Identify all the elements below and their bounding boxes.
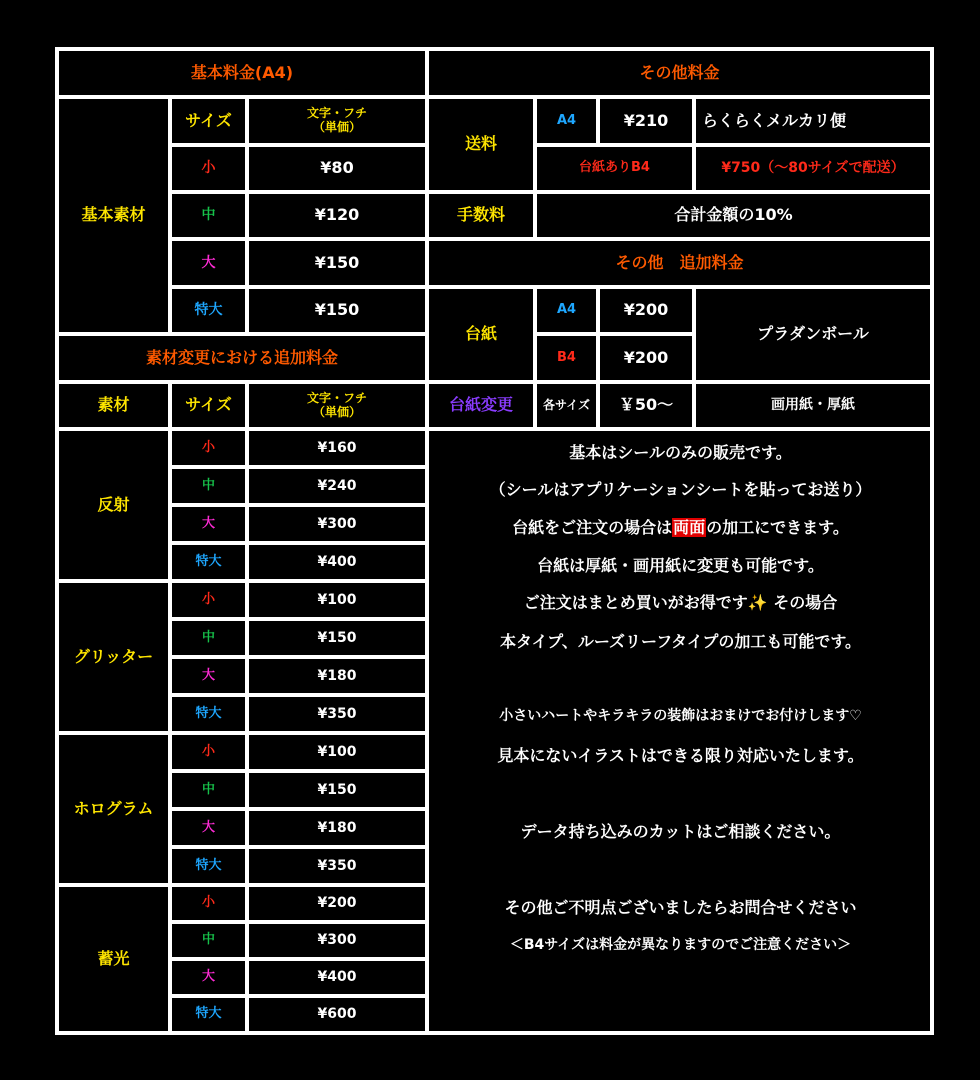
size-cell: 特大	[170, 695, 247, 733]
price-cell: ¥100	[247, 581, 427, 619]
price-cell: ¥400	[247, 959, 427, 996]
note-line: 小さいハートやキラキラの装飾はおまけでお付けします♡	[499, 708, 862, 724]
price-cell: ¥100	[247, 733, 427, 771]
material-hologram: ホログラム	[57, 733, 170, 885]
shipping-a4-method: らくらくメルカリ便	[694, 97, 932, 145]
note-highlight: 両面	[673, 518, 706, 537]
mount-a4-size: A4	[535, 287, 598, 334]
size-cell: 小	[170, 733, 247, 771]
mount-b4-size: B4	[535, 334, 598, 382]
other-fees-header: その他料金	[427, 49, 932, 97]
note-line: 見本にないイラストはできる限り対応いたします。	[497, 746, 864, 765]
size-cell: 中	[170, 192, 247, 239]
price-cell: ¥400	[247, 543, 427, 581]
size-cell: 特大	[170, 996, 247, 1033]
price-cell: ¥600	[247, 996, 427, 1033]
mount-material: プラダンボール	[694, 287, 932, 382]
mount-change-sizes: 各サイズ	[535, 382, 598, 429]
size-cell: 小	[170, 885, 247, 922]
size-cell: 小	[170, 581, 247, 619]
price-cell: ¥350	[247, 847, 427, 885]
handling-fee-label: 手数料	[427, 192, 535, 239]
col-material-header: 素材	[57, 382, 170, 429]
price-cell: ¥80	[247, 145, 427, 192]
price-cell: ¥200	[247, 885, 427, 922]
size-cell: 小	[170, 429, 247, 467]
price-cell: ¥300	[247, 922, 427, 959]
note-line	[428, 590, 933, 613]
note-text: 台紙をご注文の場合は	[512, 518, 673, 537]
size-cell: 大	[170, 505, 247, 543]
mount-a4-price: ¥200	[598, 287, 694, 334]
col-price-header: 文字・フチ （単価）	[247, 97, 427, 145]
price-cell: ¥150	[247, 239, 427, 287]
extra-fees-header: その他 追加料金	[427, 239, 932, 287]
size-cell: 小	[170, 145, 247, 192]
shipping-a4-price: ¥210	[598, 97, 694, 145]
material-change-header: 素材変更における追加料金	[57, 334, 427, 382]
price-cell: ¥300	[247, 505, 427, 543]
shipping-a4-size: A4	[535, 97, 598, 145]
basic-material-label: 基本素材	[57, 97, 170, 334]
price-cell: ¥180	[247, 809, 427, 847]
size-cell: 中	[170, 771, 247, 809]
size-cell: 中	[170, 467, 247, 505]
col-size-header: サイズ	[170, 382, 247, 429]
note-line: データ持ち込みのカットはご相談ください。	[520, 822, 841, 841]
size-cell: 大	[170, 959, 247, 996]
note-line: その他ご不明点ございましたらお問合せください	[504, 898, 857, 917]
price-cell: ¥180	[247, 657, 427, 695]
note-line: 基本はシールのみの販売です。	[569, 443, 792, 462]
note-text: の加工にできます。	[706, 518, 849, 537]
size-cell: 大	[170, 239, 247, 287]
price-cell: ¥150	[247, 287, 427, 334]
note-text: その場合	[767, 593, 838, 612]
price-cell: ¥160	[247, 429, 427, 467]
size-cell: 中	[170, 922, 247, 959]
col-price-header: 文字・フチ （単価）	[247, 382, 427, 429]
mount-b4-price: ¥200	[598, 334, 694, 382]
mount-change-price: ￥50〜	[598, 382, 694, 429]
handling-fee-value: 合計金額の10%	[535, 192, 932, 239]
price-cell: ¥240	[247, 467, 427, 505]
material-luminous: 蓄光	[57, 885, 170, 1033]
note-text: ご注文はまとめ買いがお得です	[523, 593, 748, 612]
basic-price-header: 基本料金(A4)	[57, 49, 427, 97]
size-cell: 中	[170, 619, 247, 657]
size-cell: 特大	[170, 287, 247, 334]
shipping-b4-note: ¥750（～80サイズで配送）	[694, 145, 932, 192]
shipping-label: 送料	[427, 97, 535, 192]
sparkles-icon: ✨	[747, 593, 768, 612]
col-size-header: サイズ	[170, 97, 247, 145]
price-cell: ¥350	[247, 695, 427, 733]
note-line: ＜B4サイズは料金が異なりますのでご注意ください＞	[509, 937, 852, 953]
size-cell: 特大	[170, 847, 247, 885]
note-line: 本タイプ、ルーズリーフタイプの加工も可能です。	[499, 632, 862, 651]
size-cell: 特大	[170, 543, 247, 581]
note-line: 台紙は厚紙・画用紙に変更も可能です。	[537, 556, 824, 575]
note-line: （シールはアプリケーションシートを貼ってお送り）	[489, 480, 872, 499]
material-glitter: グリッター	[57, 581, 170, 733]
size-cell: 大	[170, 809, 247, 847]
mount-change-material: 画用紙・厚紙	[694, 382, 932, 429]
mount-label: 台紙	[427, 287, 535, 382]
note-line	[428, 515, 933, 538]
price-cell: ¥120	[247, 192, 427, 239]
price-cell: ¥150	[247, 771, 427, 809]
size-cell: 大	[170, 657, 247, 695]
shipping-b4-label: 台紙ありB4	[535, 145, 694, 192]
material-reflective: 反射	[57, 429, 170, 581]
price-cell: ¥150	[247, 619, 427, 657]
mount-change-label: 台紙変更	[427, 382, 535, 429]
